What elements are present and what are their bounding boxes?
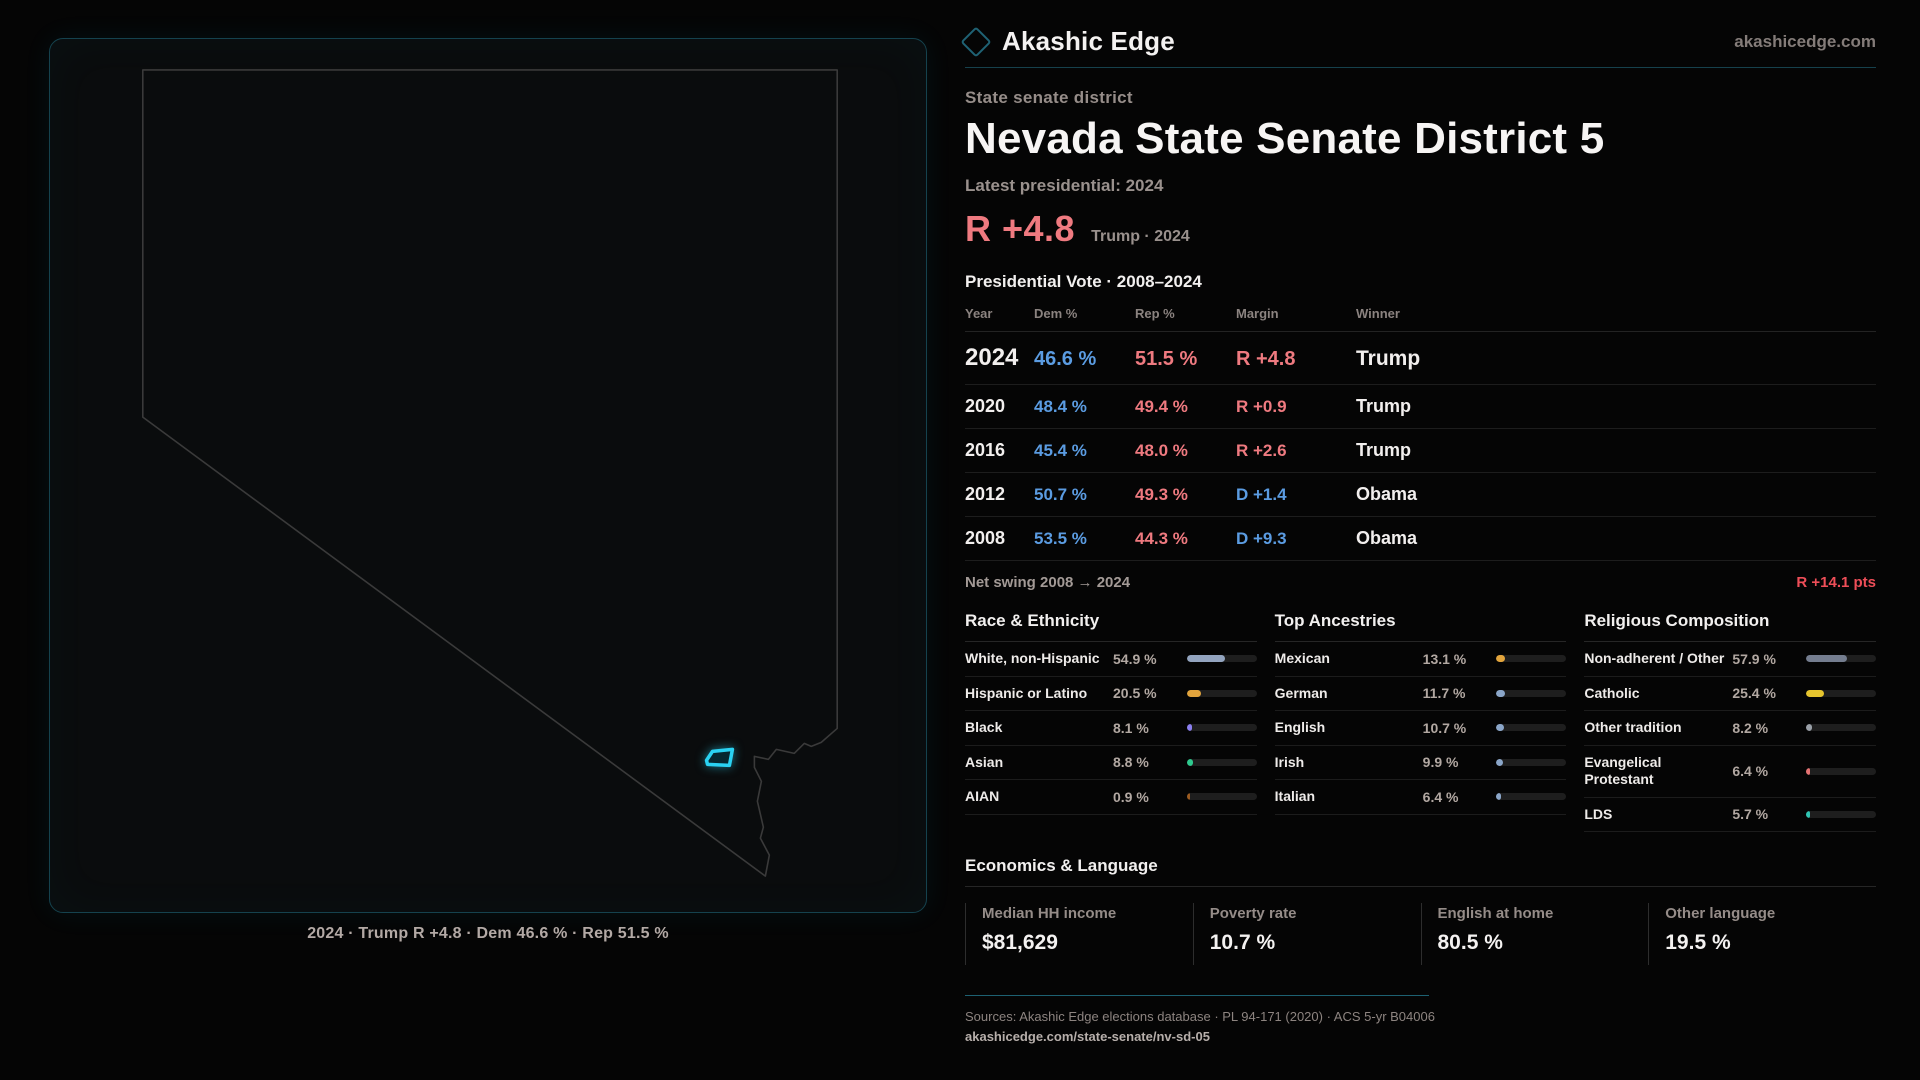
economics-stat: [1648, 903, 1876, 965]
demographic-bar-track: [1806, 724, 1876, 731]
headline-margin-row: [965, 208, 1876, 250]
demographic-row: [1275, 677, 1567, 712]
demographic-row: [965, 677, 1257, 712]
demographic-percent: 54.9 %: [1113, 650, 1157, 667]
cell-dem: 50.7 %: [1034, 485, 1087, 504]
demographic-percent: 20.5 %: [1113, 685, 1157, 702]
nevada-map: [50, 39, 926, 912]
demographic-label: Other tradition: [1584, 719, 1682, 735]
demographic-bar-fill: [1187, 655, 1225, 662]
brand-name: Akashic Edge: [1002, 26, 1175, 56]
cell-year: 2020: [965, 396, 1006, 416]
demographic-label: Hispanic or Latino: [965, 684, 1088, 701]
vote-table-row: [965, 473, 1876, 517]
footer: [965, 995, 1876, 1044]
demographic-percent: 8.1 %: [1113, 719, 1149, 736]
demographic-percent: 57.9 %: [1732, 650, 1776, 667]
cell-margin: R +2.6: [1236, 441, 1287, 460]
table-header-row: [965, 306, 1876, 332]
district-type-label: State senate district: [965, 88, 1133, 107]
demographic-row: [1584, 798, 1876, 833]
demographic-bar-track: [1187, 690, 1257, 697]
demographic-row: [1275, 711, 1567, 746]
cell-rep: 51.5 %: [1135, 348, 1198, 370]
demographic-percent: 0.9 %: [1113, 788, 1149, 805]
sources-text: Sources: Akashic Edge elections database · PL 94-171 (2020) · ACS 5-yr B04006: [965, 1009, 1435, 1024]
demographic-column-title: Top Ancestries: [1275, 611, 1567, 642]
net-swing-label: Net swing 2008 → 2024: [965, 574, 1131, 591]
demographic-percent: 6.4 %: [1422, 788, 1459, 805]
demographic-bar-fill: [1806, 768, 1810, 775]
cell-rep: 49.4 %: [1135, 397, 1188, 416]
cell-year: 2012: [965, 484, 1006, 504]
demographic-bar-fill: [1187, 793, 1190, 800]
demographic-bar-fill: [1496, 655, 1505, 662]
map-caption: 2024 · Trump R +4.8 · Dem 46.6 % · Rep 51.5 %: [307, 925, 669, 942]
cell-dem: 45.4 %: [1034, 441, 1087, 460]
demographic-bar-track: [1187, 759, 1257, 766]
economics-stat: [1421, 903, 1649, 965]
demographic-row: [1584, 746, 1876, 798]
cell-winner: Trump: [1356, 396, 1412, 416]
demographic-label: LDS: [1584, 805, 1613, 822]
cell-winner: Trump: [1356, 440, 1412, 460]
vote-table-title: Presidential Vote · 2008–2024: [965, 272, 1202, 291]
cell-dem: 48.4 %: [1034, 397, 1087, 416]
headline-note: Trump · 2024: [1091, 228, 1190, 245]
vote-table-row: [965, 385, 1876, 429]
demographic-bar-fill: [1496, 690, 1504, 697]
demographic-label: Mexican: [1274, 650, 1330, 666]
header-divider: [965, 67, 1876, 68]
demographic-percent: 6.4 %: [1732, 763, 1769, 779]
presidential-vote-table: [965, 306, 1876, 561]
economics-stats: [965, 903, 1876, 965]
demographic-row: [1584, 711, 1876, 746]
cell-winner: Trump: [1356, 347, 1421, 370]
cell-margin: R +0.9: [1236, 397, 1287, 416]
demographic-label: Catholic: [1584, 684, 1640, 701]
demographic-bar-track: [1806, 768, 1876, 775]
cell-winner: Obama: [1356, 528, 1418, 548]
demographic-percent: 5.7 %: [1732, 806, 1769, 823]
demographic-percent: 9.9 %: [1422, 754, 1459, 771]
column-header: Dem %: [1034, 306, 1078, 321]
demographic-percent: 10.7 %: [1422, 719, 1467, 736]
footer-divider: [965, 995, 1429, 996]
demographic-label: White, non-Hispanic: [965, 650, 1100, 666]
demographic-bar-track: [1496, 724, 1566, 731]
stat-label: Other language: [1665, 905, 1776, 922]
demographic-bar-fill: [1806, 811, 1810, 818]
headline-margin-value: R +4.8: [965, 208, 1076, 249]
demographic-label: English: [1274, 719, 1326, 735]
vote-table-row: [965, 332, 1876, 385]
stat-label: Poverty rate: [1209, 905, 1297, 922]
demographic-column: [965, 611, 1257, 832]
demographic-bar-fill: [1187, 724, 1193, 731]
demographic-label: Evangelical Protestant: [1584, 753, 1662, 787]
district-5-shape[interactable]: [706, 749, 732, 765]
demographic-row: [1275, 642, 1567, 677]
map-section: [49, 38, 927, 943]
column-header: Rep %: [1135, 306, 1175, 321]
diamond-logo-icon: [960, 26, 991, 57]
cell-winner: Obama: [1356, 484, 1418, 504]
demographic-bar-fill: [1806, 724, 1812, 731]
demographics-grid: [965, 611, 1876, 832]
cell-rep: 44.3 %: [1135, 529, 1188, 548]
demographic-label: Black: [965, 719, 1003, 735]
net-swing-row: [965, 574, 1876, 591]
cell-dem: 46.6 %: [1034, 348, 1097, 370]
demographic-bar-fill: [1496, 724, 1503, 731]
demographic-row: [1275, 746, 1567, 781]
demographic-bar-fill: [1806, 655, 1847, 662]
demographic-bar-track: [1806, 690, 1876, 697]
demographic-percent: 8.8 %: [1113, 754, 1149, 771]
demographic-label: Asian: [965, 753, 1004, 770]
demographic-row: [965, 711, 1257, 746]
economics-stat: [965, 903, 1193, 965]
column-header: Margin: [1236, 306, 1279, 321]
cell-margin: R +4.8: [1236, 348, 1296, 370]
demographic-bar-fill: [1187, 759, 1193, 766]
economics-title: Economics & Language: [965, 856, 1876, 887]
demographic-row: [965, 746, 1257, 781]
demographic-percent: 11.7 %: [1422, 685, 1466, 702]
demographic-percent: 8.2 %: [1732, 719, 1769, 736]
demographic-row: [965, 642, 1257, 677]
cell-rep: 48.0 %: [1135, 441, 1188, 460]
demographic-column-title: Race & Ethnicity: [965, 611, 1257, 642]
demographic-bar-track: [1496, 690, 1566, 697]
demographic-bar-track: [1806, 811, 1876, 818]
demographic-bar-track: [1496, 655, 1566, 662]
latest-presidential-label: Latest presidential: 2024: [965, 176, 1164, 195]
stat-label: Median HH income: [982, 905, 1117, 922]
page-title: Nevada State Senate District 5: [965, 114, 1605, 163]
demographic-bar-track: [1806, 655, 1876, 662]
demographic-bar-track: [1187, 793, 1257, 800]
stat-label: English at home: [1437, 905, 1554, 922]
detail-panel: [965, 26, 1876, 1044]
demographic-column-title: Religious Composition: [1584, 611, 1876, 642]
demographic-row: [965, 780, 1257, 815]
demographic-label: Non-adherent / Other: [1584, 650, 1725, 666]
permalink-url[interactable]: akashicedge.com/state-senate/nv-sd-05: [965, 1029, 1210, 1044]
demographic-bar-track: [1496, 793, 1566, 800]
vote-table-row: [965, 429, 1876, 473]
demographic-percent: 25.4 %: [1732, 685, 1776, 702]
demographic-label: Italian: [1274, 788, 1316, 804]
column-header: Winner: [1356, 306, 1400, 321]
demographic-bar-fill: [1496, 793, 1500, 800]
demographic-row: [1584, 642, 1876, 677]
stat-value: $81,629: [982, 931, 1058, 954]
cell-margin: D +9.3: [1236, 529, 1287, 548]
stat-value: 10.7 %: [1209, 931, 1276, 954]
cell-margin: D +1.4: [1236, 485, 1287, 504]
cell-rep: 49.3 %: [1135, 485, 1188, 504]
demographic-bar-fill: [1806, 690, 1824, 697]
demographic-row: [1584, 677, 1876, 712]
demographic-bar-fill: [1187, 690, 1201, 697]
cell-dem: 53.5 %: [1034, 529, 1087, 548]
demographic-bar-track: [1187, 724, 1257, 731]
stat-value: 19.5 %: [1665, 931, 1731, 954]
demographic-bar-track: [1187, 655, 1257, 662]
cell-year: 2024: [965, 344, 1019, 371]
cell-year: 2008: [965, 528, 1006, 548]
vote-table-row: [965, 517, 1876, 561]
stat-value: 80.5 %: [1437, 931, 1503, 954]
demographic-column: [1584, 611, 1876, 832]
demographic-label: Irish: [1274, 753, 1305, 770]
demographic-column: [1275, 611, 1567, 832]
demographic-label: German: [1274, 684, 1328, 701]
demographic-bar-track: [1496, 759, 1566, 766]
demographic-row: [1275, 780, 1567, 815]
net-swing-value: R +14.1 pts: [1796, 574, 1876, 591]
brand-domain-link[interactable]: akashicedge.com: [1734, 31, 1876, 51]
state-map-panel: [49, 38, 927, 913]
cell-year: 2016: [965, 440, 1006, 460]
demographic-percent: 13.1 %: [1422, 650, 1467, 667]
economics-stat: [1193, 903, 1421, 965]
column-header: Year: [965, 306, 993, 321]
demographic-bar-fill: [1496, 759, 1503, 766]
brand-header: [965, 26, 1876, 57]
demographic-label: AIAN: [965, 788, 1000, 804]
